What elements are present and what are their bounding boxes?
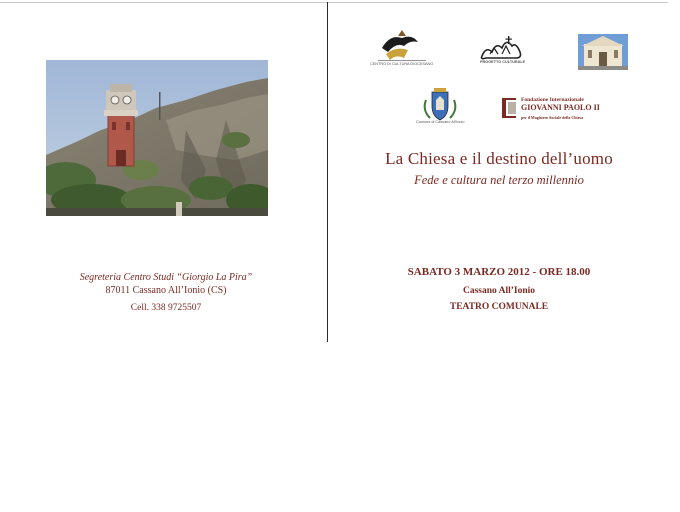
diocesi-caption: CENTRO DI CULTURA DIOCESANO xyxy=(370,62,434,66)
event-date-time: SABATO 3 MARZO 2012 - ORE 18.00 xyxy=(407,266,591,278)
fondazione-title xyxy=(521,97,600,112)
church-photo xyxy=(578,34,628,70)
event-city: Cassano All’Ionio xyxy=(462,286,536,296)
secretariat-phone: Cell. 338 9725507 xyxy=(130,303,202,313)
secretariat-name: Segreteria Centro Studi “Giorgio La Pira” xyxy=(79,272,253,283)
event-venue: TEATRO COMUNALE xyxy=(449,302,549,312)
top-rule xyxy=(0,2,668,3)
secretariat-address: 87011 Cassano All’Ionio (CS) xyxy=(105,285,227,296)
fondazione-line2: GIOVANNI PAOLO II xyxy=(521,103,600,112)
diocesi-logo xyxy=(368,28,432,74)
fondazione-line1: Fondazione Internazionale xyxy=(521,97,584,103)
progetto-caption: PROGETTO CULTURALE xyxy=(480,60,526,64)
clock-tower-photo xyxy=(46,60,268,216)
fondazione-line3: per il Magistero Sociale della Chiesa xyxy=(521,115,583,120)
event-title: La Chiesa e il destino dell’uomo xyxy=(385,149,613,168)
event-subtitle: Fede e cultura nel terzo millennio xyxy=(414,173,584,187)
progetto-culturale-logo xyxy=(476,32,526,72)
fold-line xyxy=(327,2,328,342)
comune-crest-logo xyxy=(414,86,466,128)
comune-caption: Comune di Cassano All'Ionio xyxy=(416,120,465,124)
